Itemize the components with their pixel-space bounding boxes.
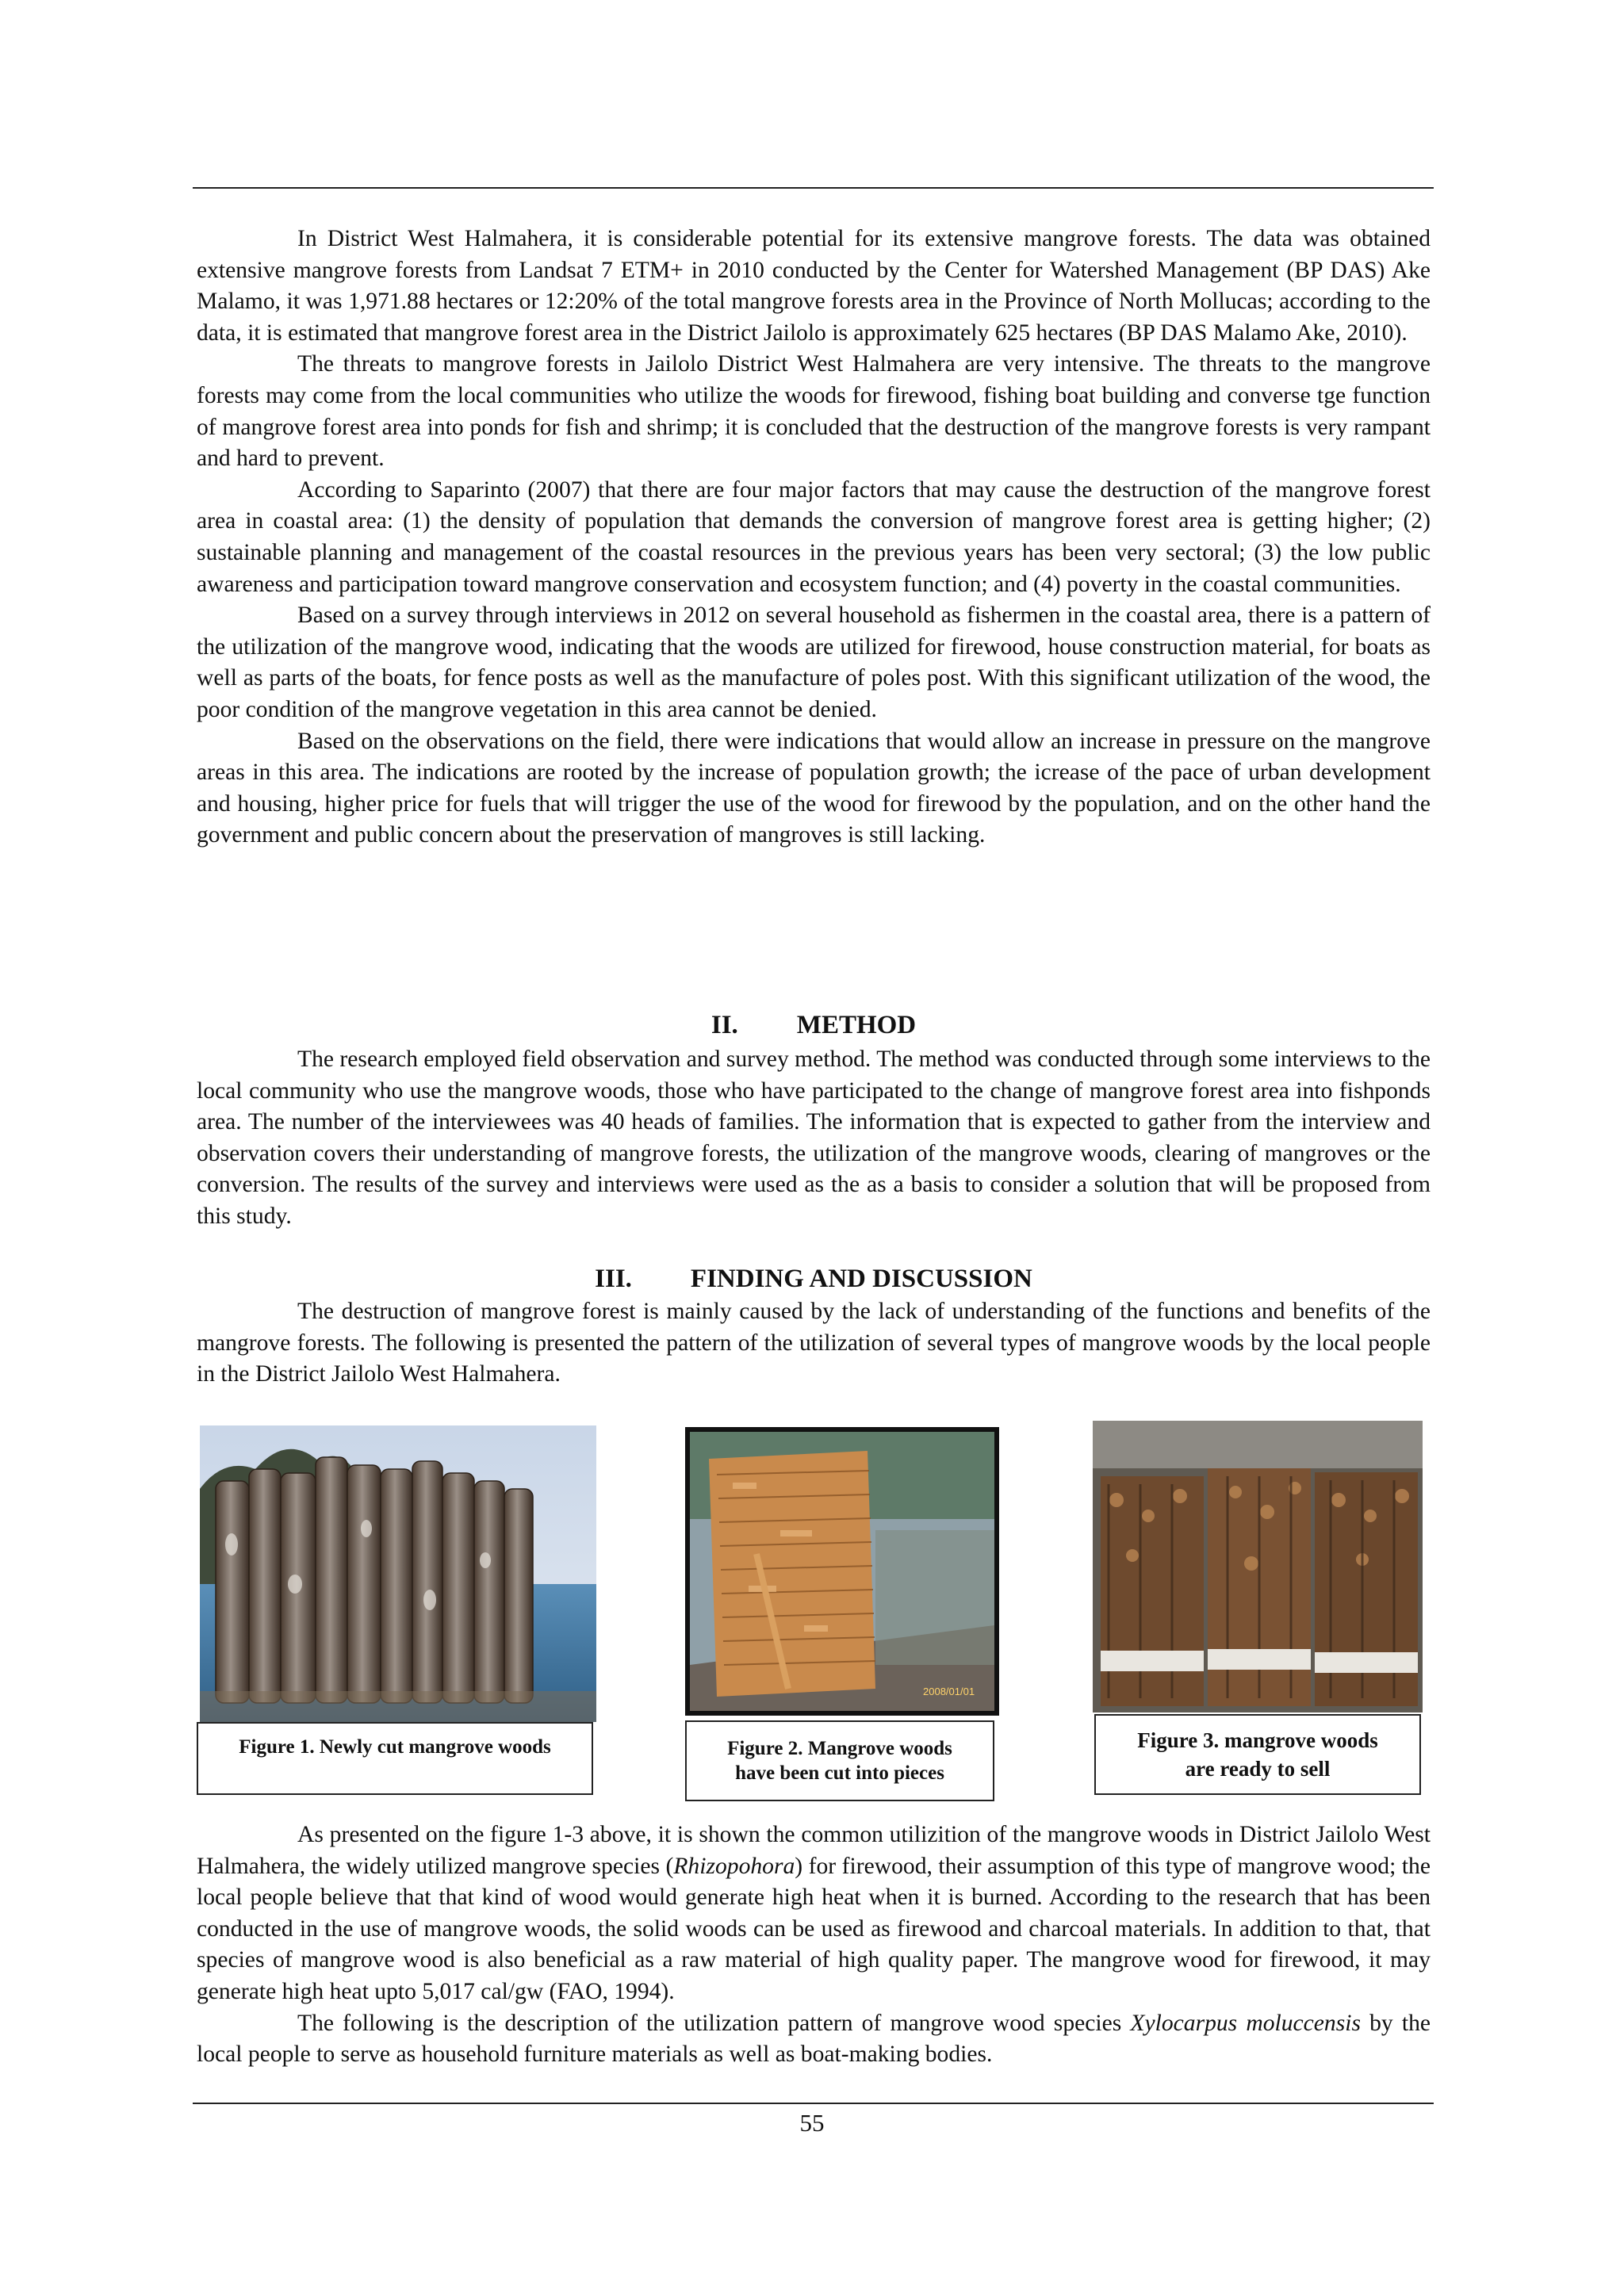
paragraph: [197, 1820, 1431, 2008]
paragraph: The destruction of mangrove forest is mainly caused by the lack of understanding of the functions and benefits of the mangrove forests. The following is presented the pattern of the utilization of several types of mangrove woods by the local people in the District Jailolo West Halmahera.: [197, 1299, 1431, 1387]
photo-date-stamp: 2008/01/01: [923, 1686, 975, 1697]
figure-1-caption: Figure 1. Newly cut mangrove woods: [197, 1722, 593, 1795]
text-run: ) for firewood, their assumption of this type of mangrove wood; the local people believe that that kind of wood would generate high heat when it is burned. According to the research that has been conducted in the use of mangrove woods, the solid woods can be used as firewood and charcoal materials. In addition to that, that species of mangrove wood is also beneficial as a raw material of high quality paper. The mangrove wood for firewood, it may generate high heat upto 5,017 cal/gw (FAO, 1994).: [197, 1853, 1431, 2004]
caption-line: are ready to sell: [1185, 1757, 1331, 1781]
paragraph: The threats to mangrove forests in Jailolo District West Halmahera are very intensive. The threats to the mangrove forests may come from the local communities who utilize the woods for firewood, fishing boat building and converse tge function of mangrove forest area into ponds for fish and shrimp; it is concluded that the destruction of the mangrove forests is very rampant and hard to prevent.: [197, 351, 1431, 472]
intro-text: [197, 224, 1431, 851]
figure-3-caption: [1094, 1714, 1421, 1795]
caption-line: Figure 2. Mangrove woods: [727, 1738, 952, 1759]
page-number: 55: [799, 2109, 825, 2137]
paragraph: [197, 2008, 1431, 2071]
paragraph: In District West Halmahera, it is considerable potential for its extensive mangrove forests. The data was obtained extensive mangrove forests from Landsat 7 ETM+ in 2010 conducted by the Center for Watershed Management (BP DAS) Ake Malamo, it was 1,971.88 hectares or 12:20% of the total mangrove forests area in the Province of North Mollucas; according to the data, it is estimated that mangrove forest area in the District Jailolo is approximately 625 hectares (BP DAS Malamo Ake, 2010).: [197, 226, 1431, 346]
header-rule: [193, 187, 1434, 189]
figure-3-photo: [1093, 1421, 1423, 1712]
findings-text: [197, 1296, 1431, 1391]
species-name: Rhizopohora: [673, 1853, 795, 1879]
section-title: METHOD: [796, 1011, 917, 1039]
figure-2-photo: [685, 1427, 999, 1716]
figure-1-photo: [200, 1425, 596, 1722]
paragraph: Based on the observations on the field, there were indications that would allow an increase in pressure on the mangrove areas in this area. The indications are rooted by the increase of population growth; the icrease of the pace of urban development and housing, higher price for fuels that will trigger the use of the wood for firewood by the population, and on the other hand the government and public concern about the preservation of mangroves is still lacking.: [197, 728, 1431, 848]
paragraph: The research employed field observation and survey method. The method was conducted through some interviews to the local community who use the mangrove woods, those who have participated to the change of mangrove forest area into fishponds area. The number of the interviewees was 40 heads of families. The information that is expected to gather from the interview and observation covers their understanding of mangrove forests, the utilization of the mangrove woods, clearing of mangroves or the conversion. The results of the survey and interviews were used as the as a basis to consider a solution that will be proposed from this study.: [197, 1047, 1431, 1229]
section-heading-method: [197, 1008, 1431, 1042]
section-number: III.: [595, 1265, 632, 1293]
paragraph: According to Saparinto (2007) that there are four major factors that may cause the destruction of the mangrove forest area in coastal area: (1) the density of population that demands the conversion of mangrove forest area is getting higher; (2) sustainable planning and management of the coastal resources in the previous years has been very sectoral; (3) the low public awareness and participation toward mangrove conservation and ecosystem function; and (4) poverty in the coastal communities.: [197, 476, 1431, 597]
figure-2-caption: [685, 1720, 994, 1801]
text-run: by the local people to serve as household furniture materials as well as boat-making bodies.: [197, 2010, 1431, 2068]
text-run: As presented on the figure 1-3 above, it is shown the common utilizition of the mangrove woods in District Jailolo West Halmahera, the widely utilized mangrove species (: [197, 1822, 1431, 1879]
section-title: FINDING AND DISCUSSION: [690, 1265, 1032, 1293]
section-number: II.: [710, 1011, 738, 1039]
paragraph: Based on a survey through interviews in 2012 on several household as fishermen in the coastal area, there is a pattern of the utilization of the mangrove wood, indicating that the woods are utilized for firewood, house construction material, for boats as well as parts of the boats, for fence posts as well as the manufacture of poles post. With this significant utilization of the wood, the poor condition of the mangrove vegetation in this area cannot be denied.: [197, 603, 1431, 722]
section-heading-findings: [197, 1262, 1431, 1295]
method-text: [197, 1044, 1431, 1233]
caption-line: Figure 3. mangrove woods: [1137, 1728, 1378, 1752]
species-name: Xylocarpus moluccensis: [1130, 2010, 1361, 2036]
text-run: The following is the description of the utilization pattern of mangrove wood species: [297, 2010, 1131, 2036]
post-figure-text: [197, 1820, 1431, 2071]
footer-rule: [193, 2103, 1434, 2104]
caption-line: have been cut into pieces: [735, 1762, 944, 1784]
